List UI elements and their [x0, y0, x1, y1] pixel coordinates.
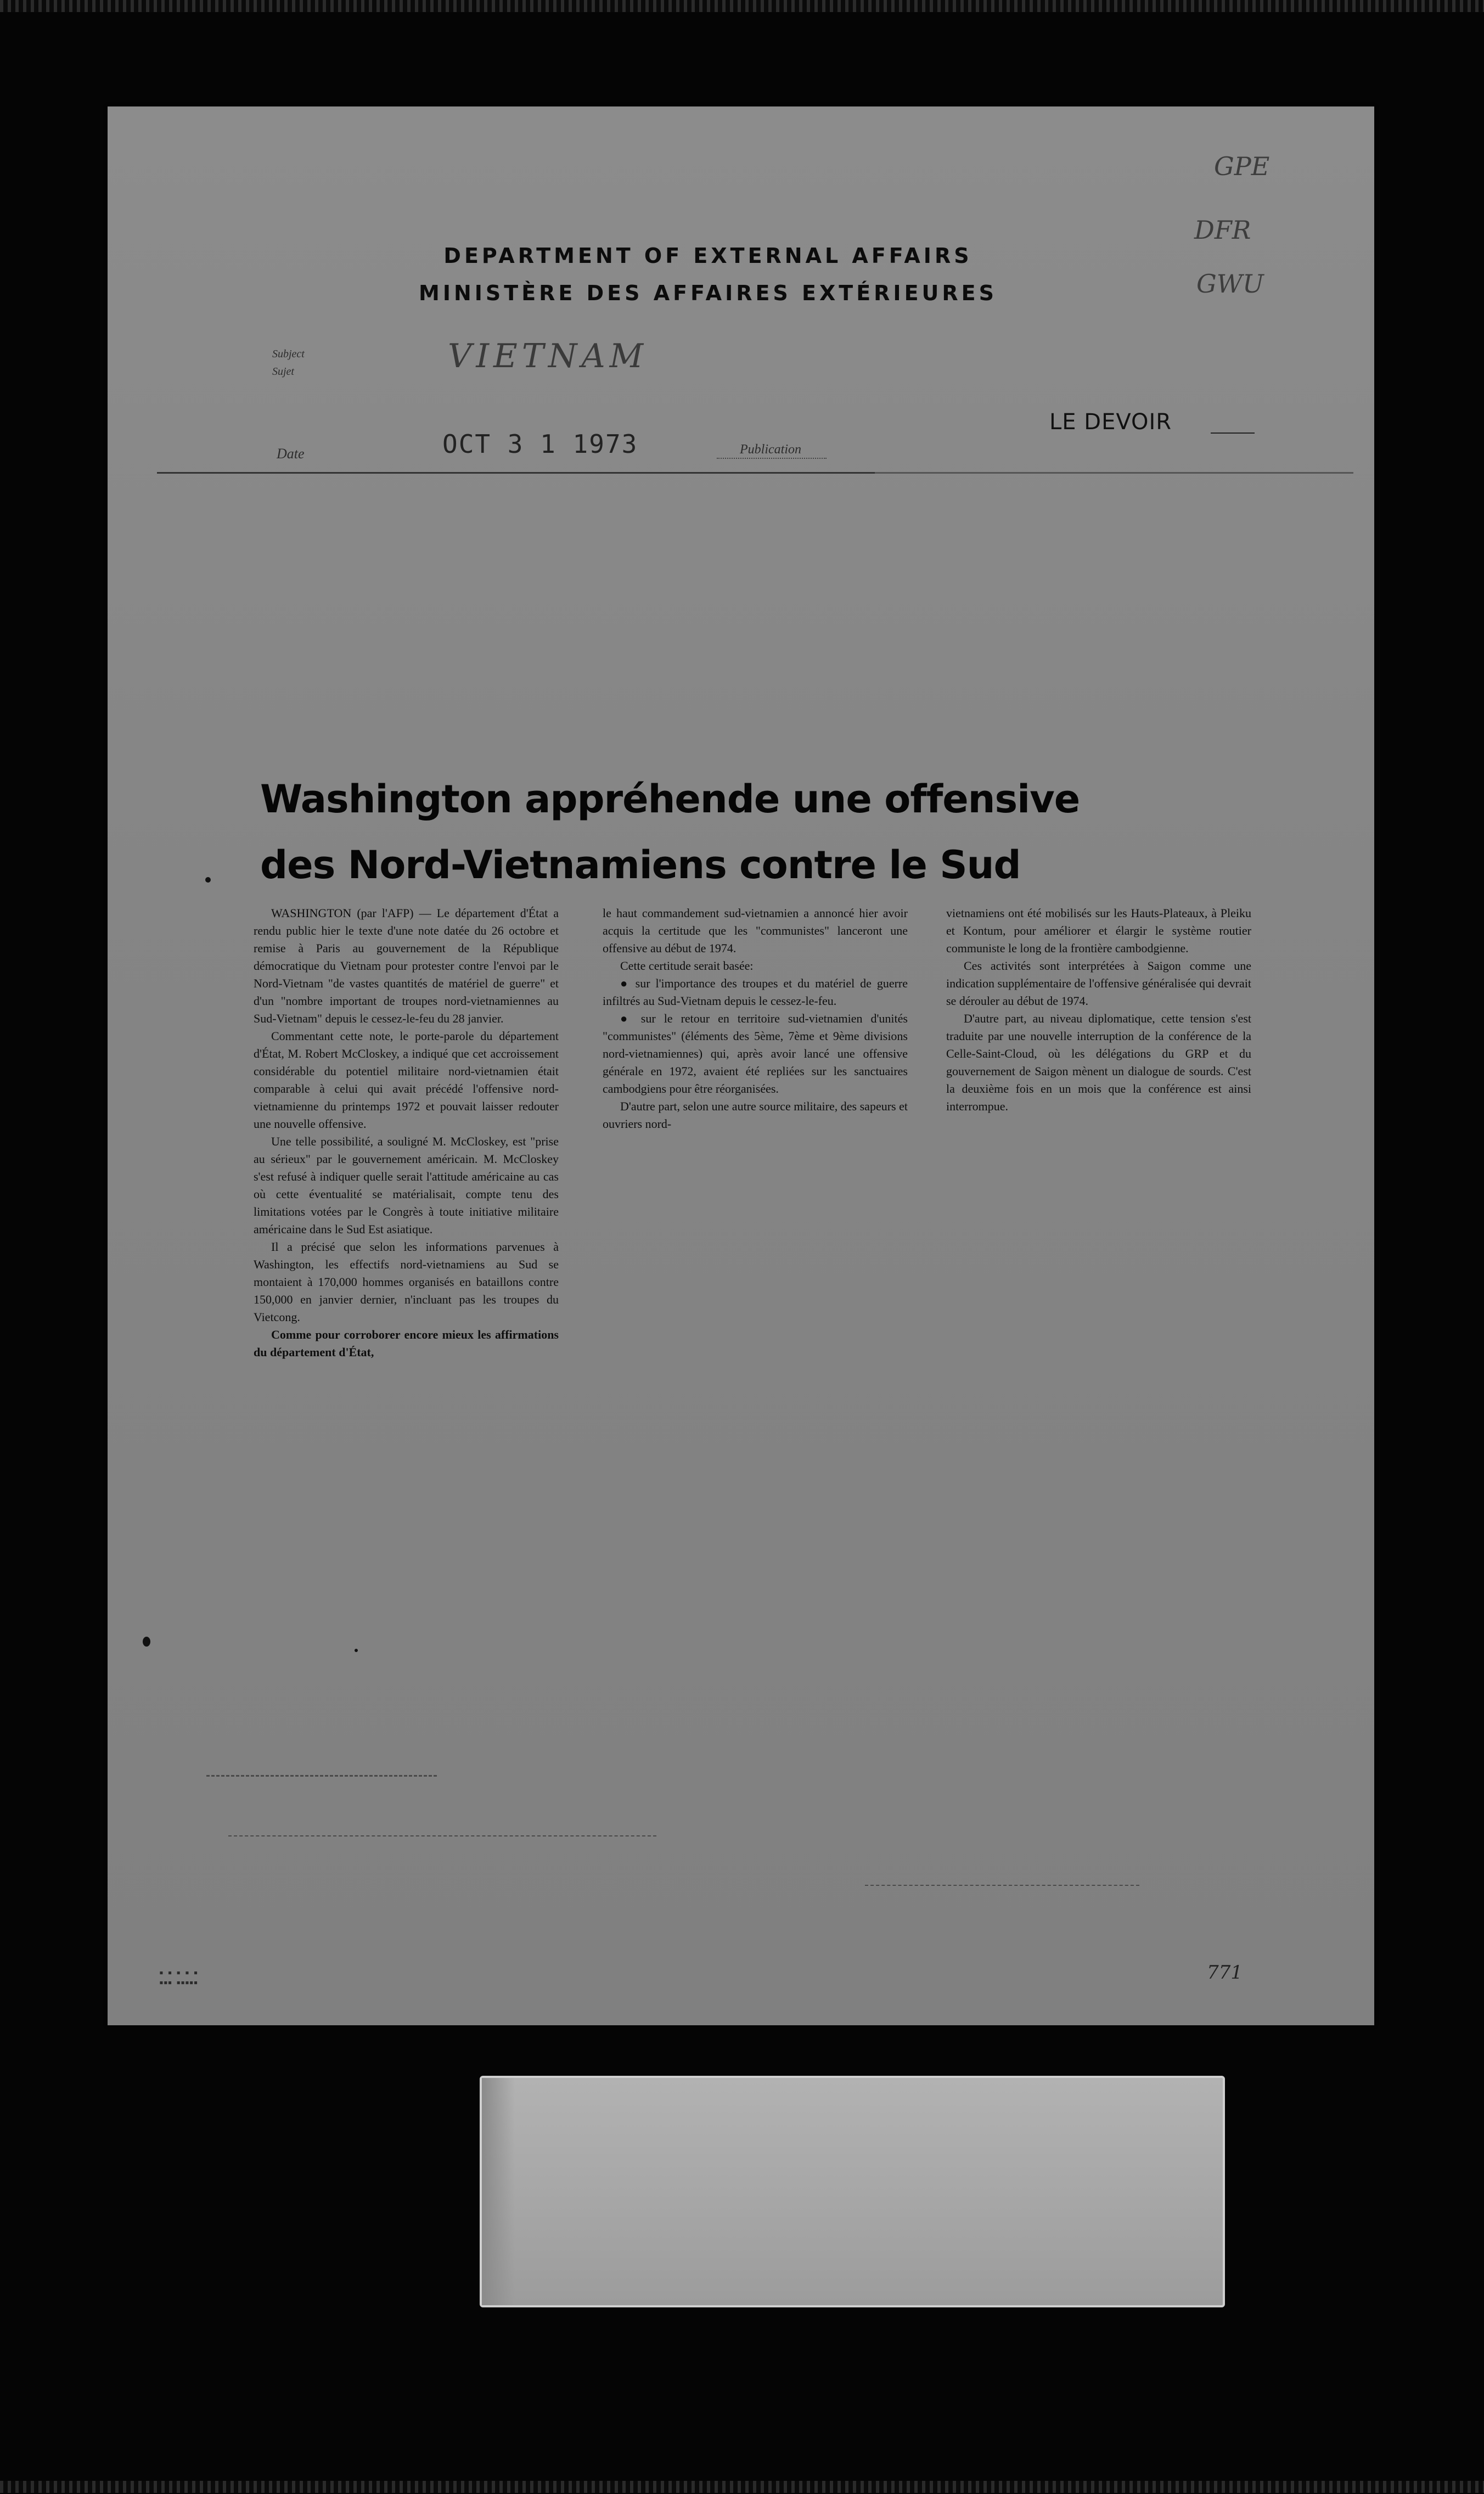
card-shadow [482, 2078, 515, 2305]
headline-line-2: des Nord-Vietnamiens contre le Sud [260, 842, 1021, 887]
page-mark: 771 [1207, 1962, 1243, 1984]
margin-note-3: GWU [1196, 269, 1264, 299]
clipping-sheet [108, 106, 1374, 2025]
article-column-1 [254, 905, 559, 1361]
ink-spot [355, 1649, 358, 1652]
publication-value: LE DEVOIR [1049, 409, 1172, 435]
ink-spot [205, 877, 211, 883]
bullet-paragraph: ● sur le retour en territoire sud-vietnamien d'unités "communistes" (éléments des 5ème, 7ème et 9ème divisions nord-vietnamiennes) qui, après avoir lancé une offensive générale en 1972, avaient été repliées sur les sanctuaires cambodgiens pour être réorganisées. [603, 1010, 908, 1098]
paragraph: Comme pour corroborer encore mieux les affirmations du département d'État, [254, 1328, 559, 1359]
form-code: ▪ ▪ ▪ ▪ ▪ ▪▪▪ ▪▪▪▪▪ [159, 1969, 198, 1987]
margin-note-1: GPE [1214, 151, 1270, 181]
paragraph: Une telle possibilité, a souligné M. McCloskey, est "prise au sérieux" par le gouvernement américain. M. McCloskey s'est refusé à indiquer quelle serait l'attitude américaine au cas où cette éventualité se matérialisait, compte tenu des limitations votées par le Congrès à toute initiative militaire américaine dans le Sud Est asiatique. [254, 1134, 559, 1236]
subject-value: VIETNAM [448, 337, 648, 375]
bullet-paragraph: ● sur l'importance des troupes et du matériel de guerre infiltrés au Sud-Vietnam depuis le cessez-le-feu. [603, 975, 908, 1010]
paragraph: D'autre part, selon une autre source militaire, des sapeurs et ouvriers nord- [603, 1099, 908, 1131]
paragraph: Il a précisé que selon les informations parvenues à Washington, les effectifs nord-vietnamiens au Sud se montaient à 170,000 hommes organisés en bataillons contre 150,000 en janvier dernier, n'incluant pas les troupes du Vietcong. [254, 1240, 559, 1324]
subject-label-fr: Sujet [272, 366, 294, 378]
paragraph: Ces activités sont interprétées à Saigon comme une indication supplémentaire de l'offensive généralisée qui devrait se dérouler au début de 1974. [946, 959, 1251, 1008]
paragraph: Cette certitude serait basée: [620, 959, 754, 973]
headline-line-1: Washington appréhende une offensive [260, 777, 1080, 822]
paragraph: le haut commandement sud-vietnamien a annoncé hier avoir acquis la certitude que les "communistes" lanceront une offensive au début de 1974. [603, 906, 908, 955]
article-column-3 [946, 905, 1251, 1115]
film-edge-top [0, 0, 1484, 12]
paragraph: D'autre part, au niveau diplomatique, cette tension s'est traduite par une nouvelle interruption de la conférence de la Celle-Saint-Cloud, où les délégations du GRP et du gouvernement de Saigon mènent un dialogue de sourds. C'est la deuxième fois en un mois que la conférence est ainsi interrompue. [946, 1012, 1251, 1113]
paragraph: Commentant cette note, le porte-parole du département d'État, M. Robert McCloskey, a indiqué que cet accroissement considérable du potentiel militaire nord-vietnamien était comparable à celui qui avait précédé l'offensive nord-vietnamienne du printemps 1972 et pouvait laisser redouter une nouvelle offensive. [254, 1029, 559, 1131]
scan-streak [206, 1775, 437, 1777]
scan-streak [228, 1835, 656, 1836]
date-stamp: OCT 3 1 1973 [442, 429, 638, 459]
margin-note-2: DFR [1194, 215, 1251, 245]
dotted-leader [717, 458, 827, 459]
subject-label-en: Subject [272, 348, 305, 360]
publication-underline [1211, 432, 1255, 434]
film-edge-bottom [0, 2481, 1484, 2493]
date-label: Date [277, 446, 305, 462]
blank-index-card [480, 2076, 1225, 2307]
department-title-fr: MINISTÈRE DES AFFAIRES EXTÉRIEURES [419, 281, 997, 305]
article-headline [260, 766, 1193, 898]
paragraph: WASHINGTON (par l'AFP) — Le département d'État a rendu public hier le texte d'une note datée du 26 octobre et remise à Paris au gouvernement de la République démocratique du Vietnam pour protester contre l'envoi par le Nord-Vietnam "de vastes quantités de matériel de guerre" et d'un "nombre important de troupes nord-vietnamiennes au Sud-Vietnam" depuis le cessez-le-feu du 28 janvier. [254, 906, 559, 1025]
scan-streak [865, 1885, 1139, 1886]
ink-spot [143, 1637, 150, 1647]
form-rule [157, 472, 1353, 474]
article-column-2 [603, 905, 908, 1133]
department-title-en: DEPARTMENT OF EXTERNAL AFFAIRS [443, 244, 973, 268]
paragraph: vietnamiens ont été mobilisés sur les Hauts-Plateaux, à Pleiku et Kontum, pour améliorer et élargir le système routier communiste le long de la frontière cambodgienne. [946, 906, 1251, 955]
publication-label: Publication [740, 442, 801, 457]
